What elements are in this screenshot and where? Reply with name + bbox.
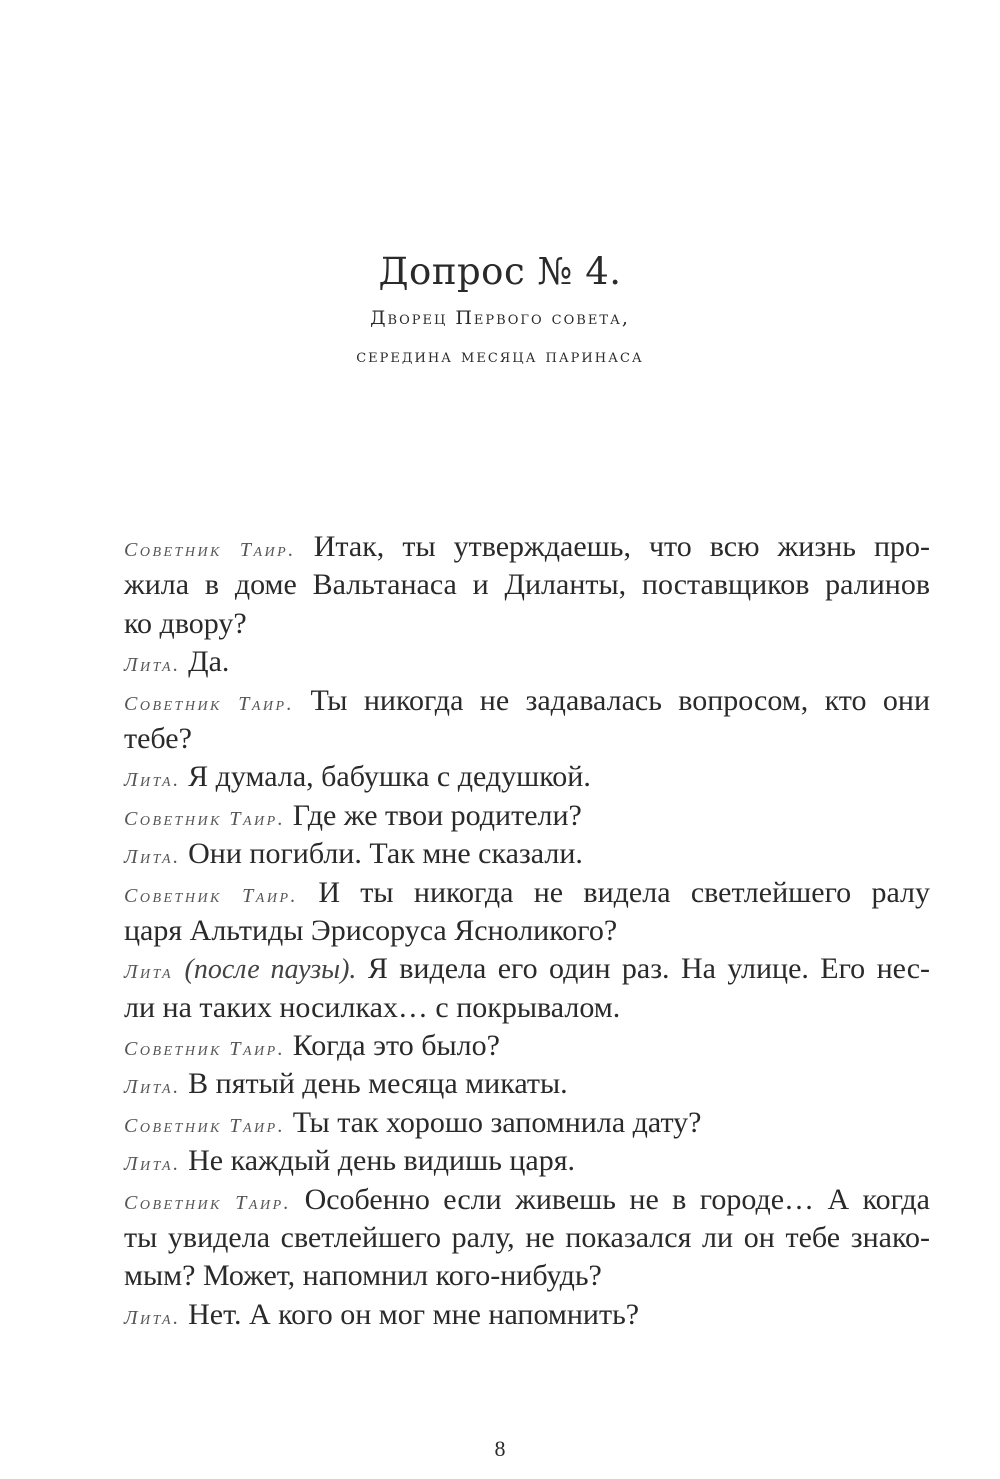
dialogue-text: Когда это было? xyxy=(292,1029,500,1063)
dialogue-text: Да. xyxy=(188,645,230,679)
speaker-name: Советник Таир. xyxy=(124,1038,286,1061)
dialogue-text: И ты никогда не видела светлейшего ралу xyxy=(318,875,930,909)
dialogue-line xyxy=(124,1296,930,1334)
speaker-name: Советник Таир. xyxy=(124,539,296,561)
speaker-name: Советник Таир. xyxy=(124,807,286,830)
dialogue-text: В пятый день месяца микаты. xyxy=(188,1067,568,1101)
page-number: 8 xyxy=(494,1436,506,1461)
dialogue-line xyxy=(124,643,930,681)
speaker-name: Лита. xyxy=(124,846,181,869)
speaker-name: Лита. xyxy=(124,1153,181,1176)
dialogue-text: Где же твои родители? xyxy=(292,798,582,832)
speaker-name: Советник Таир. xyxy=(124,884,299,907)
dialogue-text: тебе? xyxy=(124,721,192,755)
dialogue-text: ко двору? xyxy=(124,606,247,640)
dialogue-text: Я видела его один раз. На улице. Его нес- xyxy=(367,952,931,986)
dialogue-text: Они погибли. Так мне сказали. xyxy=(188,837,583,871)
dialogue-line xyxy=(124,950,930,988)
dialogue-line xyxy=(124,1219,930,1257)
dialogue-line xyxy=(124,605,930,643)
dialogue-text: жила в доме Вальтанаса и Диланты, поставщиков ралинов xyxy=(124,568,930,602)
dialogue-line xyxy=(124,758,930,796)
dialogue-text: Я думала, бабушка с дедушкой. xyxy=(188,760,591,794)
speaker-name: Лита xyxy=(124,961,174,984)
dialogue-line xyxy=(124,1257,930,1295)
dialogue-line xyxy=(124,1181,930,1219)
dialogue-line xyxy=(124,566,930,604)
dialogue-text: ты увидела светлейшего ралу, не показался ли он тебе знако- xyxy=(124,1221,930,1255)
dialogue-line xyxy=(124,835,930,873)
dialogue-line xyxy=(124,528,930,566)
chapter-subtitle-line-2: середина месяца паринаса xyxy=(356,345,644,367)
dialogue-line xyxy=(124,989,930,1027)
dialogue-line xyxy=(124,912,930,950)
speaker-name: Советник Таир. xyxy=(124,1114,286,1137)
dialogue-line xyxy=(124,1142,930,1180)
dialogue-line xyxy=(124,720,930,758)
dialogue-line xyxy=(124,1104,930,1142)
dialogue-text: Ты так хорошо запомнила дату? xyxy=(292,1105,702,1139)
dialogue-text: Ты никогда не задавалась вопросом, кто они xyxy=(310,683,931,717)
dialogue-text: мым? Может, напомнил кого-нибудь? xyxy=(124,1259,602,1293)
speaker-name: Советник Таир. xyxy=(124,692,295,715)
dialogue-body xyxy=(124,528,930,1334)
dialogue-line xyxy=(124,682,930,720)
speaker-name: Советник Таир. xyxy=(124,1191,292,1214)
speaker-name: Лита. xyxy=(124,1306,181,1329)
dialogue-text: Итак, ты утверждаешь, что всю жизнь про- xyxy=(313,530,930,563)
chapter-subtitle-line-1: Дворец Первого совета, xyxy=(370,307,630,329)
dialogue-text: Особенно если живешь не в городе… А когда xyxy=(304,1182,930,1216)
dialogue-line xyxy=(124,874,930,912)
dialogue-text: Не каждый день видишь царя. xyxy=(188,1144,576,1178)
dialogue-text: царя Альтиды Эрисоруса Ясноликого? xyxy=(124,913,618,947)
dialogue-line xyxy=(124,1065,930,1103)
dialogue-text: ли на таких носилках… с покрывалом. xyxy=(124,990,621,1024)
dialogue-line xyxy=(124,797,930,835)
chapter-title: Допрос № 4. xyxy=(378,250,622,293)
dialogue-text: Нет. А кого он мог мне напомнить? xyxy=(188,1297,640,1331)
speaker-name: Лита. xyxy=(124,654,181,677)
stage-direction: (после паузы). xyxy=(184,954,357,986)
speaker-name: Лита. xyxy=(124,1076,181,1099)
dialogue-line xyxy=(124,1027,930,1065)
speaker-name: Лита. xyxy=(124,769,181,792)
